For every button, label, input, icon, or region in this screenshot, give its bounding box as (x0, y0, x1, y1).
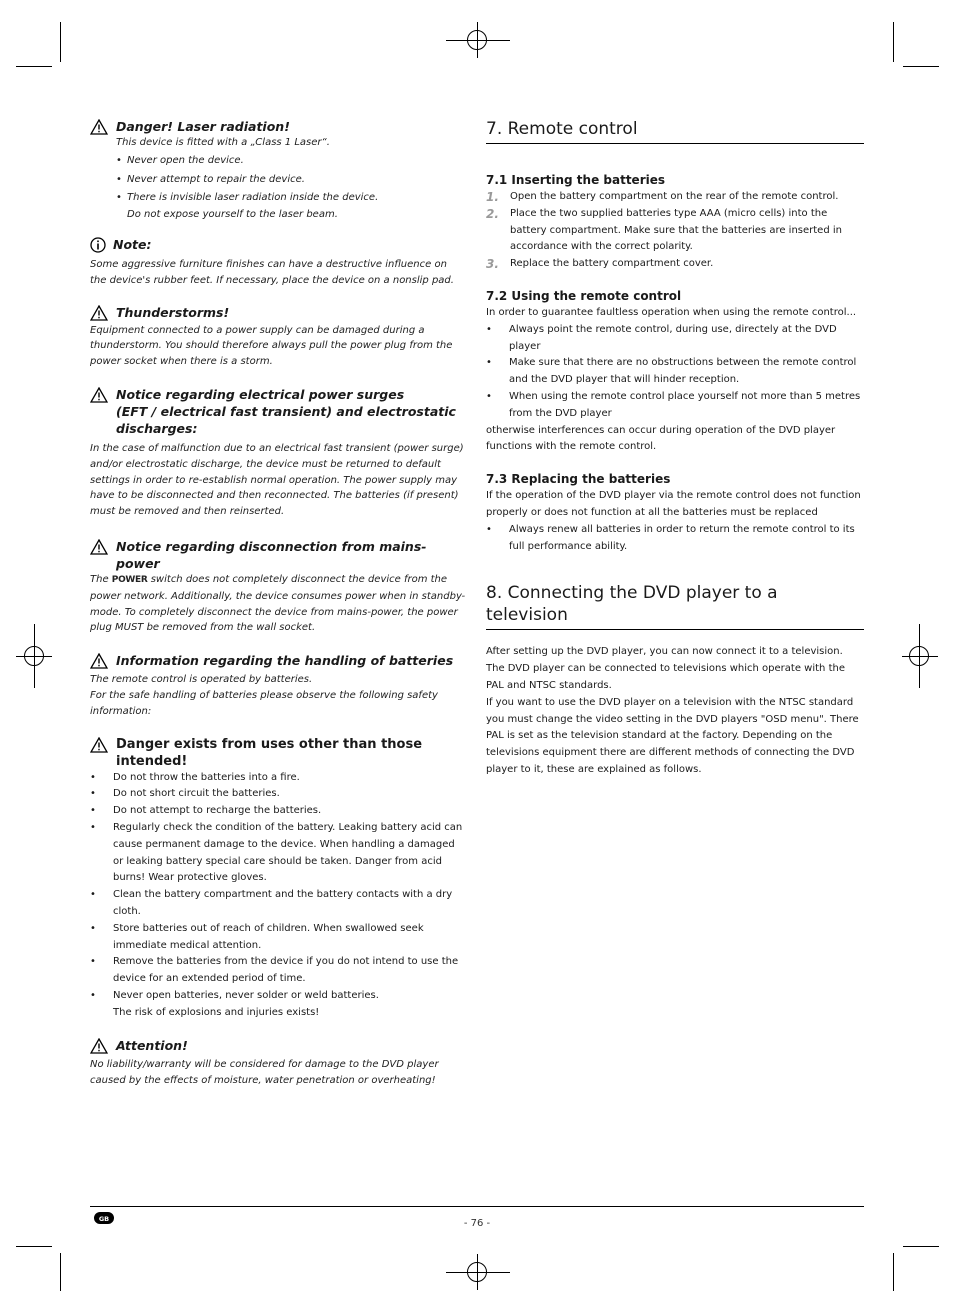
crop-mark (893, 1253, 894, 1291)
danger-uses-warning (90, 736, 466, 1022)
power-surge-text: In the case of malfunction due to an electrical fast transient (power surge) and/or electrostatic discharge, the device must be returned to default settings in order to re-establish normal operation. The power supply may have to be disconnected and then reconnected. The batteries (if present) must be removed and then reinserted. (90, 442, 464, 518)
left-column (90, 118, 466, 1089)
list-item: • Remove the batteries from the device if you do not intend to use the device for an extended period of time. (90, 954, 466, 988)
crop-mark (60, 1253, 61, 1291)
power-key-label: POWER (111, 574, 148, 585)
warning-icon (90, 387, 108, 403)
chapter-8-title: 8. Connecting the DVD player to a television (486, 582, 864, 630)
laser-title: Danger! Laser radiation! (116, 119, 290, 134)
crop-mark (893, 22, 894, 62)
thunderstorm-warning (90, 304, 466, 370)
crop-mark (903, 66, 939, 67)
list-item (486, 189, 864, 206)
laser-item-continued: Do not expose yourself to the laser beam. (127, 209, 338, 221)
danger-uses-title: Danger exists from uses other than those intended! (116, 736, 423, 769)
list-item: • Do not attempt to recharge the batteries. (90, 803, 466, 820)
text-span: switch does not completely disconnect the device from the power network. Additionally, the device consumes power when in standby-mode. To completely disconnect the device from mains-power, the power plug MUST be removed from the wall socket. (90, 573, 466, 634)
list-item: • When using the remote control place yourself not more than 5 metres from the DVD player (486, 389, 864, 423)
step-text: Open the battery compartment on the rear of the remote control. (510, 191, 839, 202)
text-span: The (90, 573, 112, 585)
crop-mark (16, 66, 52, 67)
laser-warning (90, 118, 466, 223)
info-icon (90, 237, 106, 253)
note-title: Note: (113, 236, 152, 252)
crop-mark (903, 1246, 939, 1247)
chapter-8-paragraph: After setting up the DVD player, you can now connect it to a television. (486, 646, 843, 658)
battery-info-line: The remote control is operated by batteries. (90, 674, 313, 686)
country-badge: GB (94, 1212, 114, 1224)
battery-information (90, 652, 466, 719)
crop-mark (60, 22, 61, 62)
list-item: • Store batteries out of reach of children. When swallowed seek immediate medical attention. (90, 921, 466, 955)
section-7-1-title: 7.1 Inserting the batteries (486, 173, 666, 187)
note-text: Some aggressive furniture finishes can have a destructive influence on the device's rubber feet. If necessary, place the device on a nonslip pad. (90, 258, 454, 286)
step-text: Place the two supplied batteries type AAA (micro cells) into the battery compartment. Make sure that the batteries are inserted in accordance with the correct polarity. (510, 207, 842, 253)
registration-circle (24, 646, 44, 666)
list-item: • Always renew all batteries in order to return the remote control to its full performance ability. (486, 522, 864, 556)
list-item (486, 206, 864, 256)
page-number: - 76 - (463, 1218, 491, 1229)
danger-uses-tail: The risk of explosions and injuries exists! (113, 1006, 320, 1018)
warning-icon (90, 539, 108, 555)
attention-warning (90, 1037, 466, 1089)
list-item: • Never attempt to repair the device. (116, 172, 466, 189)
list-item: • Never open the device. (116, 153, 466, 170)
thunderstorm-title: Thunderstorms! (116, 304, 230, 320)
list-item: • Regularly check the condition of the battery. Leaking battery acid can cause permanent damage to the device. When handling a damaged or leaking battery special care should be taken. Danger from acid burns! Wear protective gloves. (90, 820, 466, 887)
section-7-2-title: 7.2 Using the remote control (486, 288, 682, 303)
step-text: Replace the battery compartment cover. (510, 258, 714, 270)
step-number: 3. (486, 257, 499, 272)
attention-title: Attention! (116, 1038, 188, 1054)
chapter-8-paragraph: The DVD player can be connected to televisions which operate with the PAL and NTSC standards. (486, 663, 845, 691)
warning-icon (90, 737, 108, 753)
thunderstorm-text: Equipment connected to a power supply can be damaged during a thunderstorm. You should therefore always pull the power plug from the power socket when there is a storm. (90, 324, 453, 368)
warning-icon (90, 305, 108, 321)
power-surge-title: Notice regarding electrical power surges (116, 386, 405, 402)
registration-circle (467, 1262, 487, 1282)
power-surge-notice (90, 386, 466, 520)
disconnection-text (90, 572, 466, 636)
battery-steps (486, 189, 864, 273)
list-item: • Clean the battery compartment and the battery contacts with a dry cloth. (90, 887, 466, 921)
step-number: 1. (486, 190, 499, 204)
list-item: • Make sure that there are no obstructions between the remote control and the DVD player that will hinder reception. (486, 355, 864, 389)
battery-info-title: Information regarding the handling of batteries (116, 653, 454, 669)
power-surge-subtitle: (EFT / electrical fast transient) and electrostatic discharges: (116, 403, 456, 436)
section-7-3-intro: If the operation of the DVD player via the remote control does not function properly or does not function at all the batteries must be replaced (486, 490, 861, 518)
battery-info-line: For the safe handling of batteries please observe the following safety information: (90, 689, 438, 717)
step-number: 2. (486, 206, 499, 221)
warning-icon (90, 653, 108, 669)
disconnection-notice (90, 538, 466, 636)
footer-rule (90, 1206, 864, 1207)
laser-intro: This device is fitted with a „Class 1 Laser“. (116, 137, 330, 148)
warning-icon (90, 119, 108, 135)
note-section (90, 236, 466, 289)
list-item: • There is invisible laser radiation inside the device. (116, 190, 466, 207)
chapter-7-title: 7. Remote control (486, 118, 864, 144)
section-7-2-outro: otherwise interferences can occur during operation of the DVD player functions with the remote control. (486, 424, 836, 453)
registration-circle (909, 646, 929, 666)
crop-mark (16, 1246, 52, 1247)
right-column (486, 118, 864, 779)
list-item: • Do not throw the batteries into a fire. (90, 770, 466, 787)
section-7-3-title: 7.3 Replacing the batteries (486, 472, 671, 487)
list-item: • Always point the remote control, during use, directely at the DVD player (486, 322, 864, 356)
warning-icon (90, 1038, 108, 1054)
list-item (486, 256, 864, 273)
chapter-8-paragraph: If you want to use the DVD player on a television with the NTSC standard you must change the video setting in the DVD players "OSD menu". There PAL is set as the television standard at the factory. Depending on the televisions equipment there are different methods of connecting the DVD player to it, these are explained as follows. (486, 696, 859, 775)
section-7-2-intro: In order to guarantee faultless operation when using the remote control... (486, 306, 857, 318)
registration-circle (467, 30, 487, 50)
attention-text: No liability/warranty will be considered for damage to the DVD player caused by the effects of moisture, water penetration or overheating! (90, 1059, 439, 1087)
list-item: • Never open batteries, never solder or weld batteries. (90, 988, 466, 1005)
disconnection-title: Notice regarding disconnection from mains-power (116, 538, 427, 571)
list-item: • Do not short circuit the batteries. (90, 786, 466, 803)
